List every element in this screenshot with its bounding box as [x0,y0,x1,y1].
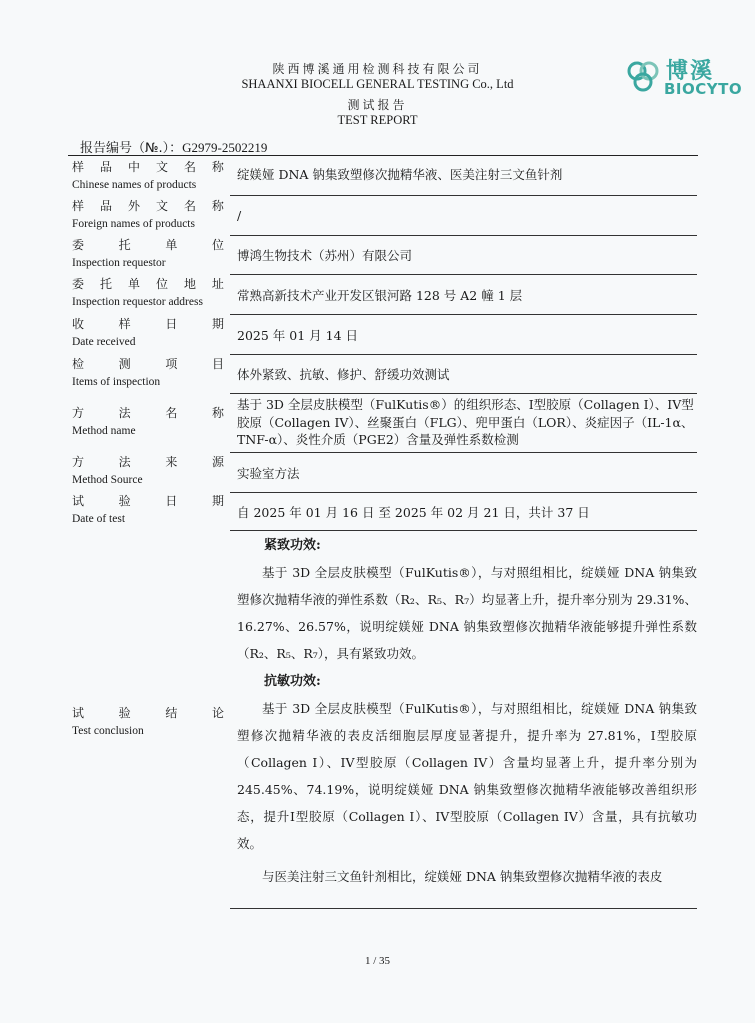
field-divider [230,195,697,196]
field-divider [230,452,697,453]
label-char: 日 [165,494,178,508]
field-divider [230,492,697,493]
field-label-en: Date received [72,336,136,348]
biocyto-logo-icon [624,58,662,96]
field-divider [230,354,697,355]
field-label-cn [72,455,224,469]
label-char: 中 [127,160,140,174]
field-label-en: Inspection requestor address [72,296,203,308]
field-value: 常熟高新技术产业开发区银河路 128 号 A2 幢 1 层 [237,288,523,303]
conclusion-label-en: Test conclusion [72,725,144,737]
field-label-cn [72,199,224,213]
label-char: 名 [183,160,196,174]
field-value: / [237,208,242,223]
field-label-en: Method Source [72,474,143,486]
field-label-en: Date of test [72,513,126,525]
label-char: 方 [72,455,85,469]
field-label [72,455,224,488]
label-char: 外 [127,199,140,213]
label-char: 单 [165,238,178,252]
field-label-en: Method name [72,425,136,437]
field-label-cn [72,357,224,371]
label-char: 名 [183,199,196,213]
report-number-label: 报告编号（№.）： [80,141,183,156]
logo-text-cn: 博溪 [666,59,715,84]
anti-sensitivity-paragraph: 基于 3D 全层皮肤模型（FulKutis®），与对照组相比，绽媄娅 DNA 钠集致塑修次抛精华液的表皮活细胞层厚度显著提升，提升率为 27.81%，I型胶原（Collagen I）、IV型胶原（Collagen IV）含量均显著上升，提升率分别为 245.45%、74.19%，说明绽媄娅 DNA 钠集致塑修次抛精华液能够改善组织形态，提升I型胶原（Collagen I）、IV型胶原（Collagen IV）含量，具有抗敏功效。 [237,701,697,851]
field-divider [230,530,697,531]
field-label [72,199,224,232]
field-divider [230,393,697,394]
field-label-cn [72,494,224,508]
field-label [72,238,224,271]
label-char: 测 [118,357,131,371]
label-char: 名 [165,406,178,420]
field-value: 实验室方法 [237,466,300,481]
field-label-cn [72,160,224,174]
field-label-en: Chinese names of products [72,179,197,191]
bottom-divider [230,908,697,909]
field-divider [230,314,697,315]
anti-sensitivity-title: 抗敏功效: [264,674,321,689]
label-char: 来 [165,455,178,469]
label-char: 称 [211,199,224,213]
label-char: 收 [72,317,85,331]
field-value: 博鸿生物技术（苏州）有限公司 [237,248,413,263]
conclusion-body [237,537,697,890]
label-char: 样 [72,199,85,213]
field-label-en: Inspection requestor [72,257,166,269]
field-label-cn [72,317,224,331]
label-char: 验 [118,494,131,508]
label-char: 文 [155,199,168,213]
field-divider [230,235,697,236]
label-char: 期 [211,317,224,331]
label-char: 样 [72,160,85,174]
label-char: 法 [118,406,131,420]
conclusion-label [72,706,224,739]
label-char: 方 [72,406,85,420]
page-number: 1 / 35 [364,955,391,967]
field-label-en: Foreign names of products [72,218,195,230]
label-char: 品 [99,199,112,213]
label-char: 址 [211,277,224,291]
label-char: 位 [155,277,168,291]
label-char: 委 [72,238,85,252]
field-label [72,160,224,193]
label-char: 试 [72,706,85,720]
label-char: 托 [99,277,112,291]
logo-text-en: BIOCYTO [664,80,743,98]
field-label-cn [72,238,224,252]
company-name-en: SHAANXI BIOCELL GENERAL TESTING Co., Ltd [241,77,514,91]
report-title-cn: 测试报告 [347,98,408,112]
label-char: 位 [211,238,224,252]
field-value: 2025 年 01 月 14 日 [237,328,358,343]
label-char: 论 [211,706,224,720]
company-name-cn: 陕西博溪通用检测科技有限公司 [272,62,483,76]
label-char: 称 [211,406,224,420]
label-char: 品 [99,160,112,174]
label-char: 结 [165,706,178,720]
field-label-en: Items of inspection [72,376,161,388]
label-char: 委 [72,277,85,291]
top-divider [68,155,698,156]
label-char: 目 [211,357,224,371]
label-char: 期 [211,494,224,508]
label-char: 地 [183,277,196,291]
report-title-en: TEST REPORT [337,113,418,127]
label-char: 试 [72,494,85,508]
company-logo [624,52,743,102]
field-value: 自 2025 年 01 月 16 日 至 2025 年 02 月 21 日，共计 37 日 [237,505,590,520]
field-divider [230,274,697,275]
label-char: 文 [155,160,168,174]
field-value: 绽媄娅 DNA 钠集致塑修次抛精华液、医美注射三文鱼针剂 [237,167,563,182]
field-label [72,357,224,390]
field-label [72,277,224,310]
label-char: 称 [211,160,224,174]
label-char: 单 [127,277,140,291]
field-label [72,317,224,350]
label-char: 托 [118,238,131,252]
label-char: 验 [118,706,131,720]
label-char: 检 [72,357,85,371]
conclusion-label-cn [72,706,224,720]
field-value: 体外紧致、抗敏、修护、舒缓功效测试 [237,367,450,382]
label-char: 源 [211,455,224,469]
label-char: 样 [118,317,131,331]
field-label-cn [72,406,224,420]
field-label-cn [72,277,224,291]
label-char: 项 [165,357,178,371]
report-number-value: G2979-2502219 [182,140,268,155]
comparison-paragraph: 与医美注射三文鱼针剂相比，绽媄娅 DNA 钠集致塑修次抛精华液的表皮 [262,869,663,884]
field-value: 基于 3D 全层皮肤模型（FulKutis®）的组织形态、I型胶原（Collagen I）、IV型胶原（Collagen IV）、丝聚蛋白（FLG）、兜甲蛋白（LOR）、炎症因子（IL-1α、TNF-α）、炎性介质（PGE2）含量及弹性系数检测 [237,397,694,447]
field-label [72,406,224,439]
report-number [80,137,267,156]
label-char: 法 [118,455,131,469]
firming-title: 紧致功效: [264,538,321,553]
label-char: 日 [165,317,178,331]
field-label [72,494,224,527]
firming-paragraph: 基于 3D 全层皮肤模型（FulKutis®），与对照组相比，绽媄娅 DNA 钠集致塑修次抛精华液的弹性系数（R₂、R₅、R₇）均显著上升，提升率分别为 29.31%、16.27%、26.57%，说明绽媄娅 DNA 钠集致塑修次抛精华液能够提升弹性系数（R₂、R₅、R₇），具有紧致功效。 [237,565,697,661]
